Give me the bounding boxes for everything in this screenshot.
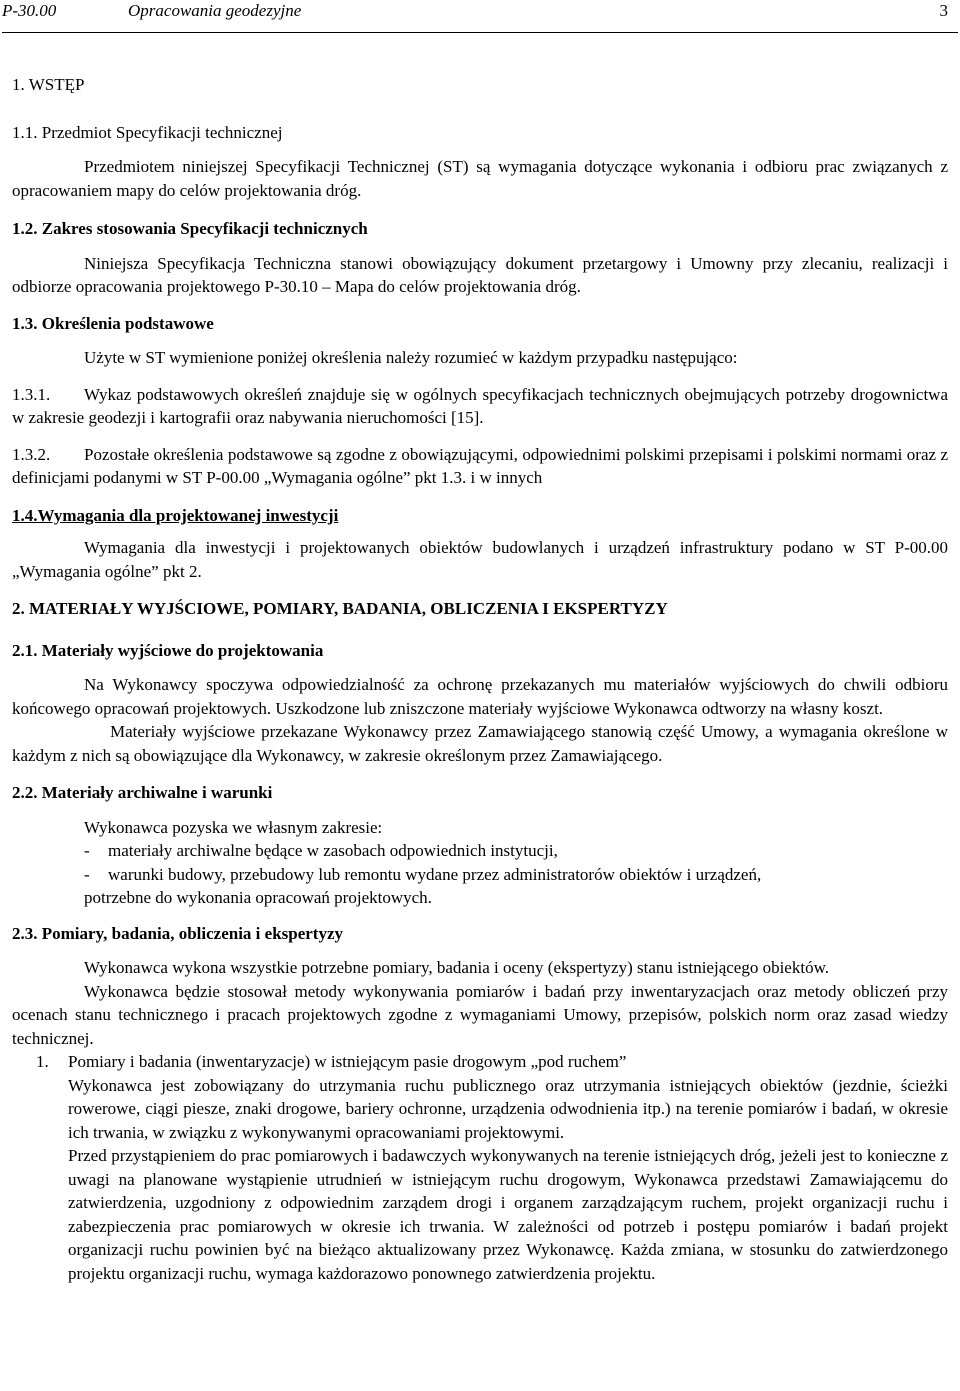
- document-title: Opracowania geodezyjne: [128, 1, 302, 20]
- section-heading-1-1: 1.1. Przedmiot Specyfikacji technicznej: [12, 122, 283, 142]
- paragraph-1-2: Niniejsza Specyfikacja Techniczna stanowi obowiązujący dokument przetargowy i Umowny przy zlecaniu, realizacji i odbiorze opracowania projektowego P-30.10 – Mapa do celów projektowania dróg.: [12, 253, 948, 296]
- paragraph-1-1: Przedmiotem niniejszej Specyfikacji Technicznej (ST) są wymagania dotyczące wykonania i odbioru prac związanych z opracowaniem mapy do celów projektowania dróg.: [12, 157, 948, 200]
- list-item-paragraph-1: Wykonawca jest zobowiązany do utrzymania ruchu publicznego oraz utrzymania istniejących obiektów (jezdnie, ścieżki rowerowe, ciągi piesze, znaki drogowe, bariery ochronne, urządzenia odwodnienia itp.) na terenie pomiarów i badań, w okresie ich trwania, w związku z wykonywanymi opracowaniami projektowymi.: [68, 1075, 948, 1142]
- paragraph-2-3-b: Wykonawca będzie stosował metody wykonywania pomiarów i badań przy inwentaryzacjach oraz metody obliczeń przy ocenach stanu technicznego i pracach projektowych zgodne z wymaganiami Umowy, przepisów, polskich norm oraz zasad wiedzy technicznej.: [12, 981, 948, 1048]
- paragraph-2-2-intro: Wykonawca pozyska we własnym zakresie:: [84, 817, 383, 837]
- paragraph-number: 1.3.2.: [12, 444, 51, 464]
- page-header: [0, 0, 960, 32]
- page-number: 3: [939, 1, 948, 20]
- section-heading-1-3: 1.3. Określenia podstawowe: [12, 313, 214, 333]
- header-rule: [2, 32, 958, 33]
- paragraph-2-3-a: Wykonawca wykona wszystkie potrzebne pomiary, badania i oceny (ekspertyzy) stanu istniejącego obiektów.: [84, 958, 829, 977]
- document-body: [12, 73, 948, 1285]
- paragraph-1-3: Użyte w ST wymienione poniżej określenia należy rozumieć w każdym przypadku następująco:: [84, 348, 738, 367]
- list-item-title: Pomiary i badania (inwentaryzacje) w istniejącym pasie drogowym „pod ruchem”: [68, 1052, 627, 1071]
- list-dash: -: [84, 841, 90, 860]
- list-dash: -: [84, 864, 90, 884]
- document-code: P-30.00: [2, 1, 57, 20]
- list-item-text: warunki budowy, przebudowy lub remontu wydane przez administratorów obiektów i urządzeń,: [108, 864, 762, 884]
- paragraph-2-1-a: Na Wykonawcy spoczywa odpowiedzialność za ochronę przekazanych mu materiałów wyjściowych do chwili odbioru końcowego opracowań projektowych. Uszkodzone lub zniszczone materiały wyjściowe Wykonawca odtworzy na własny koszt.: [12, 675, 948, 718]
- section-heading-2: 2. MATERIAŁY WYJŚCIOWE, POMIARY, BADANIA, OBLICZENIA I EKSPERTYZY: [12, 599, 668, 618]
- list-item-paragraph-2: Przed przystąpieniem do prac pomiarowych i badawczych wykonywanych na terenie istniejących dróg, jeżeli jest to konieczne z uwagi na planowane wystąpienie utrudnień w istniejącym ruchu drogowym, Wykonawca przedstawi Zamawiającemu do zatwierdzenia, uzgodniony z odpowiednim zarządem drogi i organem zarządzającym ruchem, projekt organizacji ruchu i zabezpieczenia prac pomiarowych w okresie ich trwania. W zależności od potrzeb i postępu pomiarów i badań projekt organizacji ruchu powinien być na bieżąco aktualizowany przez Wykonawcę. Każda zmiana, w stosunku do zatwierdzonego projektu organizacji ruchu, wymaga każdorazowo ponownego zatwierdzenia projektu.: [68, 1146, 948, 1283]
- list-item-text: materiały archiwalne będące w zasobach odpowiednich instytucji,: [108, 841, 558, 860]
- paragraph-2-2-tail: potrzebne do wykonania opracowań projektowych.: [84, 888, 432, 907]
- paragraph-1-3-1: [12, 383, 948, 430]
- numbered-list-item: [12, 1050, 948, 1074]
- section-heading-2-2: 2.2. Materiały archiwalne i warunki: [12, 783, 273, 802]
- paragraph-text: Wykaz podstawowych określeń znajduje się w ogólnych specyfikacjach technicznych obejmujących potrzeby drogownictwa w zakresie geodezji i kartografii oraz nabywania nieruchomości [15].: [12, 384, 948, 427]
- paragraph-1-4: Wymagania dla inwestycji i projektowanych obiektów budowlanych i urządzeń infrastruktury podano w ST P-00.00 „Wymagania ogólne” pkt 2.: [12, 538, 948, 581]
- list-number: 1.: [36, 1052, 49, 1071]
- paragraph-number: 1.3.1.: [12, 384, 51, 404]
- list-item: [12, 839, 948, 863]
- section-heading-1-4: 1.4.Wymagania dla projektowanej inwestycji: [12, 505, 339, 525]
- list-item: [12, 863, 948, 887]
- section-heading-1-2: 1.2. Zakres stosowania Specyfikacji technicznych: [12, 219, 368, 238]
- paragraph-2-1-b: Materiały wyjściowe przekazane Wykonawcy przez Zamawiającego stanowią część Umowy, a wymagania określone w każdym z nich są obowiązujące dla Wykonawcy, w zakresie określonym przez Zamawiającego.: [12, 722, 948, 765]
- paragraph-text: Pozostałe określenia podstawowe są zgodne z obowiązującymi, odpowiednimi polskimi przepisami i polskimi normami oraz z definicjami podanymi w ST P-00.00 „Wymagania ogólne” pkt 1.3. i w innych: [12, 444, 948, 487]
- list-item-body: [12, 1074, 948, 1286]
- section-heading-2-3: 2.3. Pomiary, badania, obliczenia i ekspertyzy: [12, 923, 344, 943]
- paragraph-1-3-2: [12, 443, 948, 490]
- section-heading-1: 1. WSTĘP: [12, 75, 85, 94]
- section-heading-2-1: 2.1. Materiały wyjściowe do projektowania: [12, 640, 324, 660]
